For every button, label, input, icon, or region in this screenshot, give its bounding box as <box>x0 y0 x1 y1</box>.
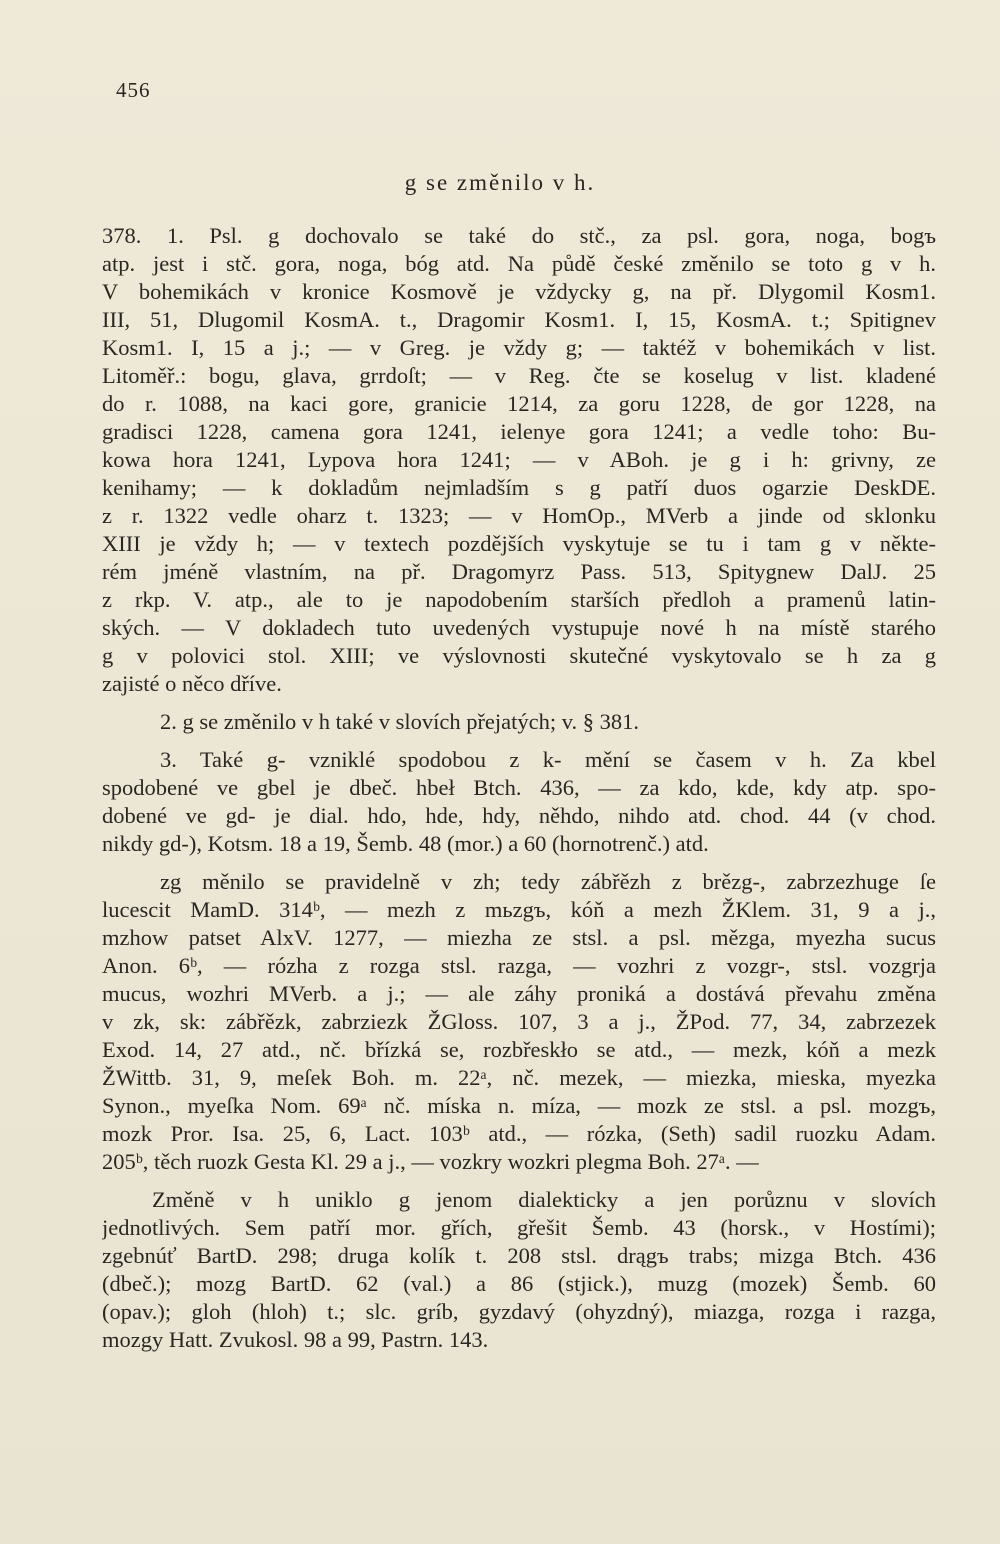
text-line: 3. Také g- vzniklé spodobou z k- mění se časem v h. Za kbel <box>160 747 936 772</box>
text-line: kowa hora 1241, Lypova hora 1241; — v ABoh. je g i h: grivny, ze <box>102 447 936 472</box>
text-line: v zk, sk: zábřězk, zabrziezk ŽGloss. 107, 3 a j., ŽPod. 77, 34, zabrzezek <box>102 1009 936 1034</box>
text-line: z rkp. V. atp., ale to je napodobením starších předloh a pramenů latin- <box>102 587 936 612</box>
text-line: mzhow patset AlxV. 1277, — miezha ze stsl. a psl. mězga, myezha sucus <box>102 925 936 950</box>
text-line: atp. jest i stč. gora, noga, bóg atd. Na půdě české změnilo se toto g v h. <box>102 251 936 276</box>
text-line: kenihamy; — k dokladům nejmladším s g patří duos ogarzie DeskDE. <box>102 475 936 500</box>
text-line: mozgy Hatt. Zvukosl. 98 a 99, Pastrn. 143. <box>102 1327 489 1352</box>
text-line: zajisté o něco dříve. <box>102 671 282 696</box>
text-line: mucus, wozhri MVerb. a j.; — ale záhy proniká a dostává převahu změna <box>102 981 936 1006</box>
text-line: Exod. 14, 27 atd., nč. břízká se, rozbřeskło se atd., — mezk, kóň a mezk <box>102 1037 936 1062</box>
text-line: Anon. 6ᵇ, — rózha z rozga stsl. razga, — vozhri z vozgr-, stsl. vozgrja <box>102 953 936 978</box>
text-line: XIII je vždy h; — v textech pozdějších vyskytuje se tu i tam g v někte- <box>102 531 936 556</box>
text-line: V bohemikách v kronice Kosmově je vždycky g, na př. Dlygomil Kosm1. <box>102 279 936 304</box>
text-line: Litoměř.: bogu, glava, grrdoſt; — v Reg. čte se koselug v list. kladené <box>102 363 936 388</box>
text-line: Změně v h uniklo g jenom dialekticky a jen porůznu v slovích <box>152 1187 936 1212</box>
text-line: zgebnúť BartD. 298; druga kolík t. 208 stsl. drągъ trabs; mizga Btch. 436 <box>102 1243 936 1268</box>
text-line: z r. 1322 vedle oharz t. 1323; — v HomOp., MVerb a jinde od sklonku <box>102 503 936 528</box>
text-line: lucescit MamD. 314ᵇ, — mezh z mьzgъ, kóň a mezh ŽKlem. 31, 9 a j., <box>102 897 936 922</box>
text-line: 205ᵇ, těch ruozk Gesta Kl. 29 a j., — vozkry wozkri plegma Boh. 27ᵃ. — <box>102 1149 759 1174</box>
text-line: (dbeč.); mozg BartD. 62 (val.) a 86 (stjick.), muzg (mozek) Šemb. 60 <box>102 1271 936 1296</box>
body-text <box>102 222 936 1354</box>
text-line: spodobené ve gbel je dbeč. hbeł Btch. 436, — za kdo, kde, kdy atp. spo- <box>102 775 936 800</box>
text-line: ských. — V dokladech tuto uvedených vystupuje nové h na místě starého <box>102 615 936 640</box>
text-line: g v polovici stol. XIII; ve výslovnosti skutečné vyskytovalo se h za g <box>102 643 936 668</box>
text-line: Synon., myeſka Nom. 69ᵃ nč. míska n. míza, — mozk ze stsl. a psl. mozgъ, <box>102 1093 936 1118</box>
section-heading: g se změnilo v h. <box>404 170 596 195</box>
text-line: 378. 1. Psl. g dochovalo se také do stč., za psl. gora, noga, bogъ <box>102 223 936 248</box>
text-line: ŽWittb. 31, 9, meſek Boh. m. 22ᵃ, nč. mezek, — miezka, mieska, myezka <box>102 1065 936 1090</box>
text-line: Kosm1. I, 15 a j.; — v Greg. je vždy g; — taktéž v bohemikách v list. <box>102 335 936 360</box>
text-line: rém jméně vlastním, na př. Dragomyrz Pass. 513, Spitygnew DalJ. 25 <box>102 559 936 584</box>
text-line: 2. g se změnilo v h také v slovích přejatých; v. § 381. <box>160 709 640 734</box>
text-line: dobené ve gd- je dial. hdo, hde, hdy, něhdo, nihdo atd. chod. 44 (v chod. <box>102 803 936 828</box>
text-line: (opav.); gloh (hloh) t.; slc. gríb, gyzdavý (ohyzdný), miazga, rozga i razga, <box>102 1299 936 1324</box>
text-line: jednotlivých. Sem patří mor. gřích, gřešit Šemb. 43 (horsk., v Hostími); <box>102 1215 936 1240</box>
text-line: nikdy gd-), Kotsm. 18 a 19, Šemb. 48 (mor.) a 60 (hornotrenč.) atd. <box>102 831 709 856</box>
text-line: do r. 1088, na kaci gore, granicie 1214, za goru 1228, de gor 1228, na <box>102 391 936 416</box>
text-line: zg měnilo se pravidelně v zh; tedy zábřězh z brězg-, zabrzezhuge ſe <box>160 869 936 894</box>
text-line: mozk Pror. Isa. 25, 6, Lact. 103ᵇ atd., — rózka, (Seth) sadil ruozku Adam. <box>102 1121 936 1146</box>
page-number: 456 <box>116 78 151 102</box>
text-line: III, 51, Dlugomil KosmA. t., Dragomir Kosm1. I, 15, KosmA. t.; Spitignev <box>102 307 936 332</box>
text-line: gradisci 1228, camena gora 1241, ielenye gora 1241; a vedle toho: Bu- <box>102 419 936 444</box>
